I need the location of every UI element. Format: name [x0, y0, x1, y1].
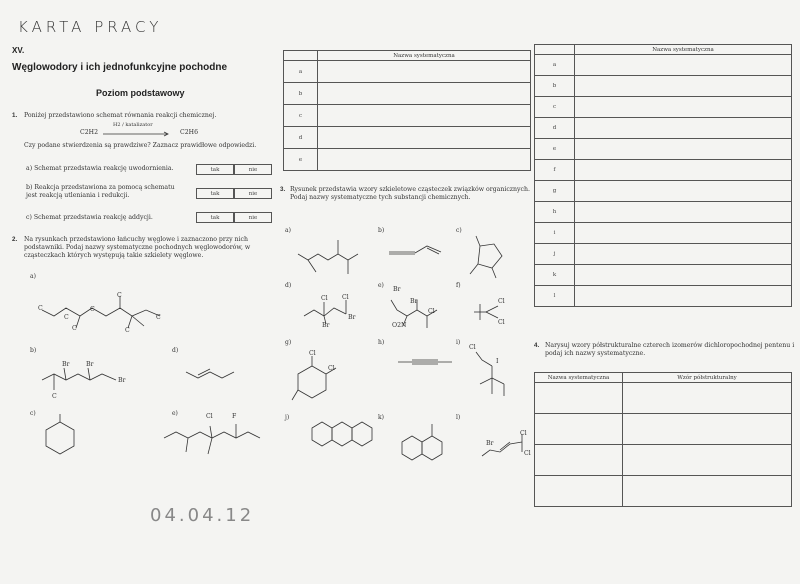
table-right-row-h: h	[535, 202, 575, 223]
task3-number: 3.	[280, 186, 286, 193]
answer-cell[interactable]	[575, 286, 792, 307]
atom-2e-cl: Cl	[206, 413, 213, 420]
table-right-row-e: e	[535, 139, 575, 160]
atom-3i-i: I	[496, 358, 499, 365]
task2-label-b: b)	[30, 347, 37, 354]
atom-3f-cl2: Cl	[498, 319, 505, 326]
atom-3i-cl: Cl	[469, 344, 476, 351]
task3-label-l: l)	[456, 414, 461, 421]
isomers-table	[534, 372, 792, 507]
table-mid-row-d: d	[284, 127, 318, 149]
task1-question: Czy podane stwierdzenia są prawdziwe? Zaznacz prawidłowe odpowiedzi.	[24, 142, 257, 149]
statement-b-yes[interactable]: tak	[196, 188, 234, 199]
skeleton-2c	[40, 418, 80, 458]
atom-2a-5: C	[117, 292, 122, 299]
atom-3d-cl2: Cl	[342, 294, 349, 301]
table-right-row-j: j	[535, 244, 575, 265]
answer-cell[interactable]	[623, 445, 792, 476]
answer-cell[interactable]	[575, 139, 792, 160]
atom-2b-br1: Br	[62, 361, 70, 368]
atom-3e-br1: Br	[393, 286, 401, 293]
table-right-row-a: a	[535, 55, 575, 76]
statement-a-no[interactable]: nie	[234, 164, 272, 175]
table-mid-row-e: e	[284, 149, 318, 171]
answer-cell[interactable]	[575, 160, 792, 181]
skeleton-2a	[30, 288, 170, 338]
task3-label-d: d)	[285, 282, 292, 289]
task3-label-f: f)	[456, 282, 461, 289]
answer-cell[interactable]	[318, 127, 531, 149]
skeleton-3h	[396, 358, 456, 368]
table-mid-row-b: b	[284, 83, 318, 105]
atom-3d-br2: Br	[348, 314, 356, 321]
answer-cell[interactable]	[575, 244, 792, 265]
atom-3g-cl1: Cl	[309, 350, 316, 357]
statement-c: c) Schemat przedstawia reakcję addycji.	[26, 214, 153, 221]
task3-label-k: k)	[378, 414, 384, 421]
task3-label-g: g)	[285, 339, 292, 346]
task3-label-h: h)	[378, 339, 385, 346]
skeleton-3c	[462, 236, 522, 280]
section-title: Węglowodory i ich jednofunkcyjne pochodne	[12, 62, 228, 73]
level-title: Poziom podstawowy	[96, 88, 185, 98]
atom-2a-3: C	[90, 306, 95, 313]
statement-a: a) Schemat przedstawia reakcję uwodornienia.	[26, 165, 174, 172]
task1-product: C2H6	[180, 129, 199, 136]
answer-cell[interactable]	[575, 223, 792, 244]
statement-b: b) Reakcja przedstawiona za pomocą schematu jest reakcją utleniania i redukcji.	[26, 184, 175, 199]
answer-cell[interactable]	[623, 476, 792, 507]
answer-cell[interactable]	[318, 61, 531, 83]
answer-cell[interactable]	[575, 265, 792, 286]
table-right-row-g: g	[535, 181, 575, 202]
atom-2a-2: C	[64, 314, 69, 321]
atom-3l-br: Br	[486, 440, 494, 447]
task3-text: Rysunek przedstawia wzory szkieletowe cząsteczek związków organicznych. Podaj nazwy systematyczne tych substancji chemicznych.	[290, 186, 530, 201]
answer-cell[interactable]	[575, 55, 792, 76]
task2-text: Na rysunkach przedstawiono łańcuchy węglowe i zaznaczono przy nich podstawniki. Podaj nazwy systematyczne pochodnych węglowodorów, w cząsteczkach których występują takie szkielety węglowe.	[24, 236, 251, 259]
task4-text: Narysuj wzory półstrukturalne czterech izomerów dichloropochodnej pentenu i podaj ich nazwy systematyczne.	[545, 342, 795, 357]
table-mid-row-c: c	[284, 105, 318, 127]
atom-2a-4: C	[72, 325, 77, 332]
atom-2b-c: C	[52, 393, 57, 400]
task3-label-a: a)	[285, 227, 291, 234]
atom-2e-f: F	[232, 413, 237, 420]
task2-label-e: e)	[172, 410, 178, 417]
atom-3g-cl2: Cl	[328, 365, 335, 372]
atom-3d-cl1: Cl	[321, 295, 328, 302]
atom-2a-7: C	[125, 327, 130, 334]
statement-c-yes[interactable]: tak	[196, 212, 234, 223]
task1-catalyst: H2 / katalizator	[113, 122, 153, 128]
skeleton-3i	[472, 344, 532, 404]
answer-cell[interactable]	[535, 476, 623, 507]
table-mid-row-a: a	[284, 61, 318, 83]
skeleton-3d	[300, 290, 370, 330]
atom-2b-br3: Br	[118, 377, 126, 384]
names-table-middle	[283, 50, 531, 171]
section-number: XV.	[12, 46, 25, 55]
answer-cell[interactable]	[575, 76, 792, 97]
answer-cell[interactable]	[535, 445, 623, 476]
table-right-row-c: c	[535, 97, 575, 118]
atom-3e-br2: Br	[410, 298, 418, 305]
task2-label-d: d)	[172, 347, 179, 354]
answer-cell[interactable]	[575, 97, 792, 118]
atom-3e-cl: Cl	[428, 308, 435, 315]
answer-cell[interactable]	[535, 383, 623, 414]
table-right-row-l: l	[535, 286, 575, 307]
statement-b-no[interactable]: nie	[234, 188, 272, 199]
table-right-header: Nazwa systematyczna	[575, 45, 792, 55]
answer-cell[interactable]	[623, 414, 792, 445]
signature: 04.04.12	[150, 505, 255, 526]
skeleton-3g	[290, 350, 350, 410]
skeleton-3b	[385, 234, 445, 264]
table-right-row-k: k	[535, 265, 575, 286]
table-right-row-f: f	[535, 160, 575, 181]
atom-3e-no2: O2N	[392, 322, 407, 329]
atom-3l-cl1: Cl	[520, 430, 527, 437]
atom-3d-br1: Br	[322, 322, 330, 329]
handwritten-title: KARTA PRACY	[18, 18, 163, 36]
task3-label-e: e)	[378, 282, 384, 289]
skeleton-3j	[300, 420, 380, 460]
answer-cell[interactable]	[623, 383, 792, 414]
task1-number: 1.	[12, 112, 18, 119]
atom-2a-1: C	[38, 305, 43, 312]
task3-label-b: b)	[378, 227, 385, 234]
table-right-row-d: d	[535, 118, 575, 139]
answer-cell[interactable]	[575, 202, 792, 223]
table-mid-header: Nazwa systematyczna	[318, 51, 531, 61]
answer-cell[interactable]	[318, 149, 531, 171]
task2-label-c: c)	[30, 410, 36, 417]
answer-cell[interactable]	[575, 181, 792, 202]
task2-label-a: a)	[30, 273, 36, 280]
atom-2b-br2: Br	[86, 361, 94, 368]
atom-3l-cl2: Cl	[524, 450, 531, 457]
statement-c-no[interactable]: nie	[234, 212, 272, 223]
answer-cell[interactable]	[535, 414, 623, 445]
answer-cell[interactable]	[318, 105, 531, 127]
task3-label-j: j)	[285, 414, 290, 421]
atom-2a-6: C	[156, 314, 161, 321]
task4-number: 4.	[534, 342, 540, 349]
skeleton-3k	[392, 420, 452, 470]
skeleton-2d	[182, 362, 242, 386]
task2-number: 2.	[12, 236, 18, 243]
task3-label-c: c)	[456, 227, 462, 234]
statement-a-yes[interactable]: tak	[196, 164, 234, 175]
task3-label-i: i)	[456, 339, 461, 346]
task1-text: Poniżej przedstawiono schemat równania reakcji chemicznej.	[24, 112, 217, 119]
table-right-row-i: i	[535, 223, 575, 244]
answer-cell[interactable]	[575, 118, 792, 139]
reaction-arrow	[103, 131, 173, 137]
table-right-row-b: b	[535, 76, 575, 97]
atom-3f-cl1: Cl	[498, 298, 505, 305]
names-table-right	[534, 44, 792, 307]
answer-cell[interactable]	[318, 83, 531, 105]
skeleton-3a	[294, 232, 364, 282]
task4-col2: Wzór półstrukturalny	[623, 373, 792, 383]
task4-col1: Nazwa systematyczna	[535, 373, 623, 383]
skeleton-2e	[160, 420, 270, 470]
task1-reactant: C2H2	[80, 129, 99, 136]
